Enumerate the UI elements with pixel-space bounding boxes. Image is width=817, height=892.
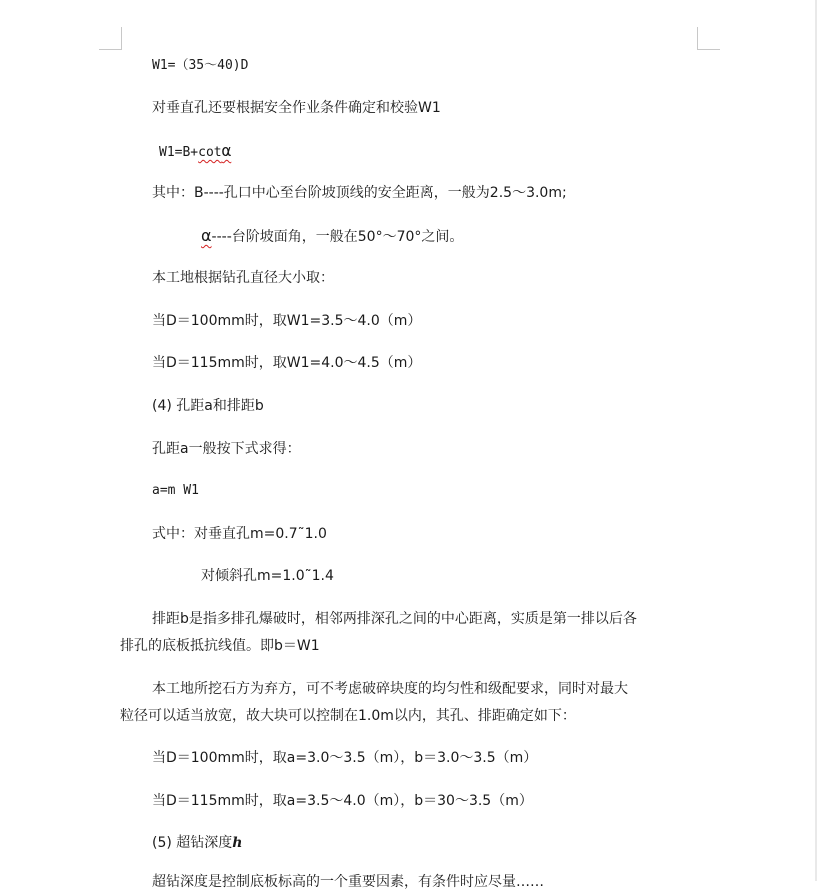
paragraph-vertical-hole[interactable]: 对垂直孔还要根据安全作业条件确定和校验W1 [152,100,441,116]
case-d100-w1[interactable]: 当D＝100mm时，取W1=3.5～4.0（m） [152,313,422,329]
paragraph-hole-spacing[interactable]: 孔距a一般按下式求得： [152,441,301,457]
formula-w1-range[interactable]: W1=（35～40)D [152,58,249,73]
case-d100-ab[interactable]: 当D＝100mm时，取a=3.0～3.5（m），b＝3.0～3.5（m） [152,750,538,766]
case-d115-ab[interactable]: 当D＝115mm时，取a=3.5～4.0（m），b＝30～3.5（m） [152,793,533,809]
formula-w1-cot[interactable] [159,141,231,163]
inclined-hole-m[interactable]: 对倾斜孔m=1.0˜1.4 [201,568,334,584]
paragraph-row-spacing-2[interactable]: 排孔的底板抵抗线值。即b＝W1 [120,638,320,654]
margin-corner-top-left [99,27,122,50]
section-heading-5-text: (5) 超钻深度 [152,835,233,851]
definition-alpha-text: ----台阶坡面角，一般在50°～70°之间。 [211,229,464,245]
paragraph-overdrill-cutoff[interactable]: 超钻深度是控制底板标高的一个重要因素，有条件时应尽量…… [152,874,544,890]
paragraph-spoil-1[interactable]: 本工地所挖石方为弃方，可不考虑破碎块度的均匀性和级配要求，同时对最大 [152,681,628,697]
section-heading-4[interactable]: (4) 孔距a和排距b [152,398,264,414]
section-heading-5[interactable] [152,833,242,853]
paragraph-row-spacing-1[interactable]: 排距b是指多排孔爆破时，相邻两排深孔之间的中心距离，实质是第一排以后各 [152,611,637,627]
formula-prefix: W1=B+ [159,145,199,160]
case-d115-w1[interactable]: 当D＝115mm时，取W1=4.0～4.5（m） [152,355,422,371]
margin-corner-top-right [697,27,720,50]
definition-alpha[interactable] [201,226,463,247]
paragraph-site-basis[interactable]: 本工地根据钻孔直径大小取： [152,270,334,286]
vertical-hole-m[interactable]: 式中：对垂直孔m=0.7˜1.0 [152,526,327,542]
definition-b[interactable]: 其中：B----孔口中心至台阶坡顶线的安全距离，一般为2.5～3.0m; [152,185,567,201]
formula-cot-alpha: cotα [198,141,232,160]
alpha-symbol: α [201,226,212,245]
formula-a[interactable]: a=m W1 [152,483,199,498]
h-symbol: h [232,835,243,851]
paragraph-spoil-2[interactable]: 粒径可以适当放宽，故大块可以控制在1.0m以内，其孔、排距确定如下： [120,708,576,724]
